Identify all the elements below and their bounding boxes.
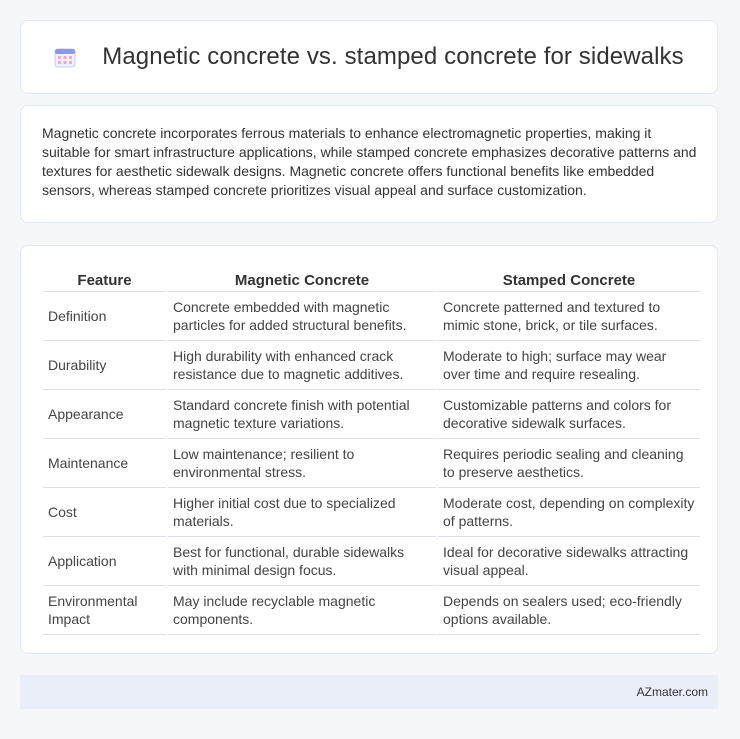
intro-text: Magnetic concrete incorporates ferrous materials to enhance electromagnetic properties, making it suitable for smart infrastructure applications, while stamped concrete emphasizes decorative patterns and textures for aesthetic sidewalk designs. Magnetic concrete offers functional benefits like embedded sensors, whereas stamped concrete prioritizes visual appeal and surface customization.: [42, 125, 697, 198]
stamped-cell: Moderate cost, depending on complexity of patterns.: [438, 488, 700, 537]
stamped-cell: Moderate to high; surface may wear over time and require resealing.: [438, 341, 700, 390]
title-card: [20, 20, 718, 94]
magnetic-cell: Concrete embedded with magnetic particles for added structural benefits.: [168, 292, 436, 341]
table-row: [43, 537, 700, 586]
table-row: [43, 439, 700, 488]
footer-brand: AZmater.com: [636, 685, 708, 699]
comparison-card: [20, 245, 718, 654]
header-feature: Feature: [43, 265, 166, 292]
calendar-icon: [54, 46, 76, 68]
header-magnetic: Magnetic Concrete: [168, 265, 436, 292]
feature-cell: Environmental Impact: [43, 586, 166, 635]
magnetic-cell: Standard concrete finish with potential magnetic texture variations.: [168, 390, 436, 439]
stamped-cell: Customizable patterns and colors for decorative sidewalk surfaces.: [438, 390, 700, 439]
magnetic-cell: May include recyclable magnetic components.: [168, 586, 436, 635]
feature-cell: Durability: [43, 341, 166, 390]
table-row: [43, 341, 700, 390]
footer: [20, 675, 718, 709]
magnetic-cell: Low maintenance; resilient to environmental stress.: [168, 439, 436, 488]
stamped-cell: Concrete patterned and textured to mimic stone, brick, or tile surfaces.: [438, 292, 700, 341]
table-row: [43, 390, 700, 439]
feature-cell: Appearance: [43, 390, 166, 439]
stamped-cell: Requires periodic sealing and cleaning to preserve aesthetics.: [438, 439, 700, 488]
stamped-cell: Ideal for decorative sidewalks attracting visual appeal.: [438, 537, 700, 586]
feature-cell: Maintenance: [43, 439, 166, 488]
magnetic-cell: Higher initial cost due to specialized materials.: [168, 488, 436, 537]
table-row: [43, 488, 700, 537]
header-stamped: Stamped Concrete: [438, 265, 700, 292]
magnetic-cell: High durability with enhanced crack resistance due to magnetic additives.: [168, 341, 436, 390]
stamped-cell: Depends on sealers used; eco-friendly options available.: [438, 586, 700, 635]
feature-cell: Cost: [43, 488, 166, 537]
intro-card: [20, 105, 718, 223]
comparison-table: [41, 265, 702, 635]
table-row: [43, 586, 700, 635]
magnetic-cell: Best for functional, durable sidewalks with minimal design focus.: [168, 537, 436, 586]
table-row: [43, 292, 700, 341]
feature-cell: Application: [43, 537, 166, 586]
page-title: Magnetic concrete vs. stamped concrete for sidewalks: [102, 43, 684, 70]
feature-cell: Definition: [43, 292, 166, 341]
